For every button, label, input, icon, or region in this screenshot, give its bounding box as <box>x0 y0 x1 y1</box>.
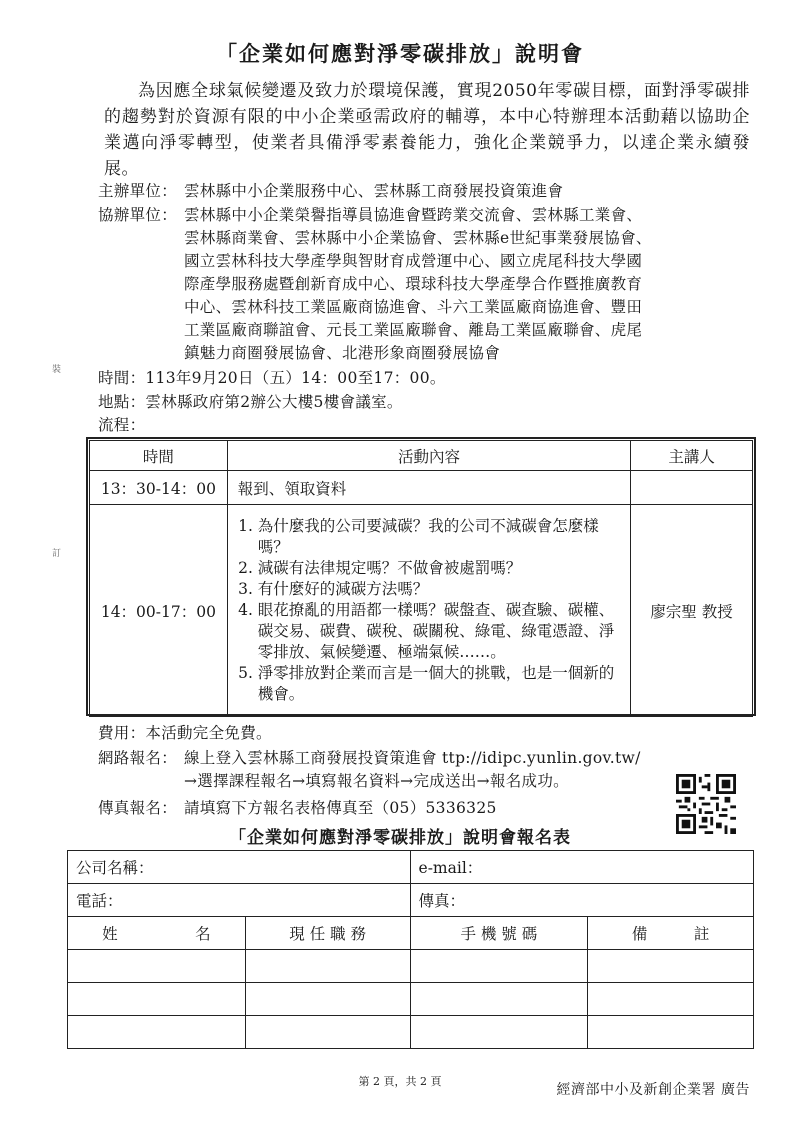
schedule-speaker <box>631 471 753 505</box>
company-name-field[interactable] <box>68 851 411 884</box>
title-cell[interactable] <box>245 1016 410 1049</box>
form-title: 「企業如何應對淨零碳排放」說明會報名表 <box>229 828 571 848</box>
schedule-row <box>90 505 753 717</box>
event-time: 時間：113年9月20日（五）14：00至17：00。 <box>98 369 446 387</box>
title-cell[interactable] <box>245 950 410 983</box>
flow-label: 流程： <box>98 416 146 434</box>
name-cell[interactable] <box>68 950 246 983</box>
schedule-header-row <box>90 441 753 471</box>
schedule-time: 14：00-17：00 <box>90 505 228 717</box>
remarks-cell[interactable] <box>588 1016 754 1049</box>
online-signup-label: 網路報名： <box>98 749 178 767</box>
co-organizer-row <box>98 204 758 369</box>
fax-signup <box>98 797 658 820</box>
binding-mark-bottom: 訂 <box>52 549 62 559</box>
co-organizer-line: 工業區廠商聯誼會、元長工業區廠聯會、離島工業區廠聯會、虎尾 <box>184 321 643 339</box>
binding-mark-top: 裝 <box>52 365 62 375</box>
online-signup-steps: →選擇課程報名→填寫報名資料→完成送出→報名成功。 <box>184 772 569 790</box>
column-header-remarks: 備 註 <box>588 917 754 950</box>
form-entry-row <box>68 983 754 1016</box>
mobile-cell[interactable] <box>410 983 588 1016</box>
name-cell[interactable] <box>68 983 246 1016</box>
intro-paragraph: 為因應全球氣候變遷及致力於環境保護，實現2050年零碳目標，面對淨零碳排的趨勢對於資源有限的中小企業亟需政府的輔導，本中心特辦理本活動藉以協助企業邁向淨零轉型，使業者具備淨零素養能力，強化企業競爭力，以達企業永續發展。 <box>104 81 750 179</box>
column-header-mobile: 手 機 號 碼 <box>410 917 588 950</box>
topic-item: 2. 減碳有法律規定嗎？不做會被處罰嗎？ <box>258 558 620 579</box>
organizer-value: 雲林縣中小企業服務中心、雲林縣工商發展投資策進會 <box>184 182 564 200</box>
company-name-label: 公司名稱： <box>76 859 154 877</box>
co-organizer-line: 雲林縣中小企業榮譽指導員協進會暨跨業交流會、雲林縣工業會、 <box>184 206 643 224</box>
schedule-content: 報到、領取資料 <box>227 471 630 505</box>
name-cell[interactable] <box>68 1016 246 1049</box>
schedule-speaker: 廖宗聖 教授 <box>631 505 753 717</box>
remarks-cell[interactable] <box>588 950 754 983</box>
organizer-label: 主辦單位： <box>98 182 178 200</box>
fax-field[interactable] <box>410 884 753 917</box>
schedule-content <box>227 505 630 717</box>
fax-signup-value: 請填寫下方報名表格傳真至（05）5336325 <box>184 799 497 817</box>
online-signup-url[interactable]: 線上登入雲林縣工商發展投資策進會 ttp://idipc.yunlin.gov.tw/ <box>184 749 641 767</box>
topic-item: 1. 為什麼我的公司要減碳？我的公司不減碳會怎麼樣嗎？ <box>258 516 620 558</box>
remarks-cell[interactable] <box>588 983 754 1016</box>
schedule-time: 13：30-14：00 <box>90 471 228 505</box>
mobile-cell[interactable] <box>410 950 588 983</box>
registration-form <box>67 850 754 1049</box>
title-cell[interactable] <box>245 983 410 1016</box>
co-organizer-line: 鎮魅力商圈發展協會、北港形象商圈發展協會 <box>184 344 501 362</box>
topic-list <box>236 516 620 705</box>
form-entry-row <box>68 950 754 983</box>
topic-item: 3. 有什麼好的減碳方法嗎？ <box>258 579 620 600</box>
schedule-table <box>89 440 753 717</box>
co-organizer-line: 雲林縣商業會、雲林縣中小企業協會、雲林縣e世紀事業發展協會、 <box>184 229 652 247</box>
column-header-name: 姓 名 <box>68 917 246 950</box>
mobile-cell[interactable] <box>410 1016 588 1049</box>
email-field[interactable] <box>410 851 753 884</box>
co-organizer-line: 國立雲林科技大學產學與智財育成營運中心、國立虎尾科技大學國 <box>184 252 643 270</box>
schedule-header-content: 活動內容 <box>227 441 630 471</box>
co-organizer-label: 協辦單位： <box>98 206 178 224</box>
page-number: 第 2 頁，共 2 頁 <box>358 1075 442 1088</box>
fee-line: 費用：本活動完全免費。 <box>98 724 272 742</box>
phone-label: 電話： <box>76 892 123 910</box>
sponsor-credit: 經濟部中小及新創企業署 廣告 <box>556 1082 750 1098</box>
co-organizer-line: 中心、雲林科技工業區廠商協進會、斗六工業區廠商協進會、豐田 <box>184 298 643 316</box>
topic-item: 4. 眼花撩亂的用語都一樣嗎？碳盤查、碳查驗、碳權、碳交易、碳費、碳稅、碳關稅、綠電、綠電憑證、淨零排放、氣候變遷、極端氣候……。 <box>258 600 620 663</box>
email-label: e-mail： <box>418 859 483 877</box>
fax-signup-label: 傳真報名： <box>98 799 178 817</box>
event-place: 地點：雲林縣政府第2辦公大樓5樓會議室。 <box>98 393 403 411</box>
column-header-title: 現 任 職 務 <box>245 917 410 950</box>
form-entry-row <box>68 1016 754 1049</box>
phone-field[interactable] <box>68 884 411 917</box>
schedule-header-speaker: 主講人 <box>631 441 753 471</box>
page-title: 「企業如何應對淨零碳排放」說明會 <box>216 41 584 66</box>
schedule-header-time: 時間 <box>90 441 228 471</box>
topic-item: 5. 淨零排放對企業而言是一個大的挑戰，也是一個新的機會。 <box>258 663 620 705</box>
schedule-row <box>90 471 753 505</box>
co-organizer-line: 際產學服務處暨創新育成中心、環球科技大學產學合作暨推廣教育 <box>184 275 643 293</box>
fax-label: 傳真： <box>418 892 466 910</box>
organizer-row <box>98 180 758 203</box>
online-signup <box>98 747 758 793</box>
